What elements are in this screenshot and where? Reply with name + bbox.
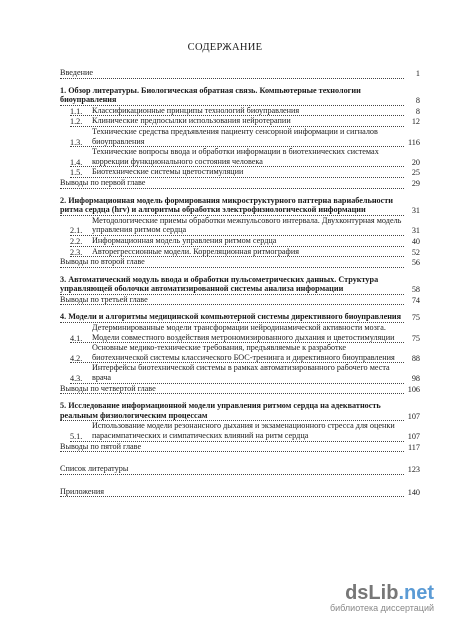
toc-entry-title: Интерфейсы биотехнической системы в рамках автоматизированного рабочего места врача (70, 363, 404, 383)
toc-section-number: 2.1. (70, 226, 83, 236)
toc-section-number: 1.1. (70, 106, 83, 116)
toc-page-number: 25 (411, 168, 420, 178)
toc-entry-title: Классификационные принципы технологий биоуправления (70, 106, 404, 117)
toc-entry-title: 3. Автоматический модуль ввода и обработки пульсометрических данных. Структура управляющей оболочки автоматизированной системы анализа информации (60, 275, 404, 295)
toc-section[interactable] (60, 127, 420, 147)
toc-entry[interactable] (60, 68, 420, 79)
toc-spacer (60, 268, 420, 275)
page-title: СОДЕРЖАНИЕ (187, 42, 263, 53)
toc-page-number: 75 (411, 313, 420, 323)
toc-entry-title: Выводы по первой главе (60, 178, 404, 189)
toc-page-number: 140 (407, 487, 420, 497)
toc-entry[interactable] (60, 257, 420, 268)
toc-entry-title: Введение (60, 68, 404, 79)
logo-tld: .net (398, 582, 434, 604)
toc-entry[interactable] (60, 295, 420, 306)
toc-spacer (60, 79, 420, 86)
toc-spacer (60, 189, 420, 196)
toc-section[interactable] (60, 421, 420, 441)
toc-entry-title: Биотехнические системы цветостимуляции (70, 167, 404, 178)
toc-section-number: 1.2. (70, 117, 83, 127)
toc-page-number: 107 (407, 411, 420, 421)
toc-entry-title: 4. Модели и алгоритмы медицинской компьютерной системы директивного биоуправления (60, 312, 404, 323)
toc-entry-title: Методологические приемы обработки межпульсового интервала. Двухконтурная модель управления ритмом сердца (70, 216, 404, 236)
toc-page-number: 31 (411, 226, 420, 236)
toc-section-number: 2.2. (70, 236, 83, 246)
toc-page-number: 8 (415, 96, 420, 106)
toc-entry-title: Выводы по второй главе (60, 257, 404, 268)
toc-page-number: 8 (415, 106, 420, 116)
toc-section[interactable] (60, 106, 420, 117)
toc-section[interactable] (60, 247, 420, 258)
toc-page-number: 31 (411, 206, 420, 216)
toc-entry-title: Детерминированные модели трансформации нейродинамической активности мозга. Модели совместного воздействия метрономизированного дыхания и цветостимуляции (70, 323, 404, 343)
toc-entry[interactable] (60, 442, 420, 453)
toc-entry[interactable] (60, 178, 420, 189)
toc-page-number: 107 (407, 432, 420, 441)
toc-page-number: 116 (408, 137, 420, 147)
toc-entry-title: Основные медико-технические требования, предъявляемые к разработке биотехнической системы классического БОС-тренинга и директивного биоуправления (70, 343, 404, 363)
toc-entry[interactable] (60, 384, 420, 395)
toc-page-number: 98 (411, 374, 420, 384)
toc-section-number: 4.2. (70, 353, 83, 363)
toc-section[interactable] (60, 116, 420, 127)
toc-page-number: 29 (411, 178, 420, 188)
toc-section[interactable] (60, 343, 420, 363)
toc-section-number: 1.5. (70, 168, 83, 178)
toc-section[interactable] (60, 147, 420, 167)
toc-entry-title: Список литературы (60, 464, 404, 475)
toc-section-number: 5.1. (70, 432, 83, 441)
toc-entry-title: 5. Исследование информационной модели управления ритмом сердца на адекватность реальным физиологическим процессам (60, 401, 404, 421)
toc-page-number: 75 (411, 333, 420, 343)
toc-page-number: 12 (411, 117, 420, 127)
toc-entry-title: Авторегрессионные модели. Корреляционная ритмография (70, 247, 404, 258)
toc-entry-title: Выводы по пятой главе (60, 442, 404, 453)
toc-entry-title: Технические средства предъявления пациенту сенсорной информации и сигналов биоуправления (70, 127, 404, 147)
toc-spacer (60, 305, 420, 312)
toc-section-number: 4.3. (70, 374, 83, 384)
dslib-logo[interactable] (330, 582, 434, 613)
toc-page-number: 40 (411, 236, 420, 246)
toc-entry-title: Технические вопросы ввода и обработки информации в биотехнических системах коррекции функционального состояния человека (70, 147, 404, 167)
toc-section[interactable] (60, 236, 420, 247)
toc-section[interactable] (60, 323, 420, 343)
toc-entry-title: Выводы по четвертой главе (60, 384, 404, 395)
toc-entry-title: Выводы по третьей главе (60, 295, 404, 306)
toc-page-number: 58 (411, 285, 420, 295)
toc-spacer (60, 475, 420, 487)
toc-chapter[interactable] (60, 196, 420, 216)
toc-chapter[interactable] (60, 312, 420, 323)
toc-chapter[interactable] (60, 275, 420, 295)
toc-page-number: 106 (407, 384, 420, 394)
logo-tagline: библиотека диссертаций (329, 603, 434, 613)
toc-page-number: 1 (415, 69, 420, 78)
toc-spacer (60, 452, 420, 464)
toc-page-number: 88 (411, 353, 420, 363)
toc-entry-title: 2. Информационная модель формирования микроструктурного паттерна вариабельности ритма сердца (hrv) и алгоритмы обработки электрофизиологической информации (60, 196, 404, 216)
logo-brand: dsLib (345, 582, 399, 604)
toc-entry-title: Клинические предпосылки использования нейротерапии (70, 116, 404, 127)
toc-entry[interactable] (60, 464, 420, 475)
table-of-contents (60, 68, 420, 497)
toc-entry-title: Приложения (60, 487, 404, 498)
toc-section[interactable] (60, 167, 420, 178)
toc-entry-title: Информационная модель управления ритмом сердца (70, 236, 404, 247)
toc-page-number: 56 (411, 258, 420, 268)
toc-page-number: 123 (407, 465, 420, 475)
toc-section[interactable] (60, 363, 420, 383)
toc-page-number: 117 (408, 442, 420, 452)
toc-chapter[interactable] (60, 401, 420, 421)
toc-spacer (60, 394, 420, 401)
toc-section[interactable] (60, 216, 420, 236)
toc-page-number: 20 (411, 157, 420, 167)
toc-page-number: 52 (411, 247, 420, 257)
logo-mark (330, 582, 434, 605)
toc-entry[interactable] (60, 487, 420, 498)
toc-entry-title: Использование модели резонансного дыхания и экзаменационного стресса для оценки парасимпатических и симпатических влияний на ритм сердца (70, 421, 404, 441)
toc-page-number: 74 (411, 295, 420, 305)
toc-section-number: 4.1. (70, 333, 83, 343)
toc-chapter[interactable] (60, 86, 420, 106)
toc-section-number: 1.3. (70, 137, 83, 147)
toc-section-number: 1.4. (70, 157, 83, 167)
toc-section-number: 2.3. (70, 247, 83, 257)
toc-entry-title: 1. Обзор литературы. Биологическая обратная связь. Компьютерные технологии биоуправления (60, 86, 404, 106)
